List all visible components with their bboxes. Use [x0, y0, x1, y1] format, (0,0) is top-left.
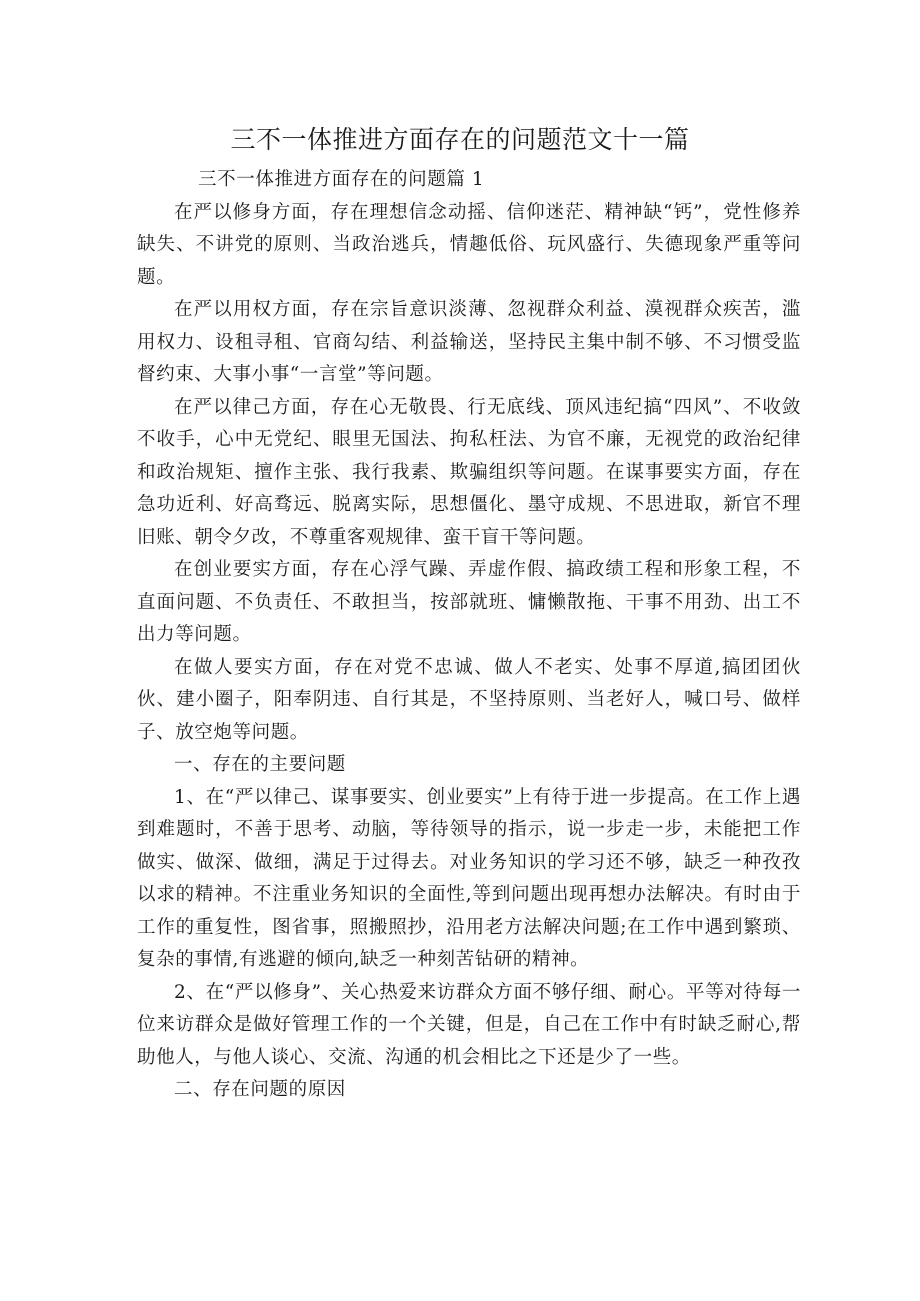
paragraph-self-discipline: 在严以律己方面，存在心无敬畏、行无底线、顶风违纪搞“四风”、不收敛不收手，心中无党纪、眼里无国法、拘私枉法、为官不廉，无视党的政治纪律和政治规矩、擅作主张、我行我素、欺骗组织等问题。在谋事要实方面，存在急功近利、好高骛远、脱离实际，思想僵化、墨守成规、不思进取，新官不理旧账、朝令夕改，不尊重客观规律、蛮干盲干等问题。 — [137, 396, 801, 548]
document-title: 三不一体推进方面存在的问题范文十一篇 — [230, 125, 690, 154]
paragraph-use-of-power: 在严以用权方面，存在宗旨意识淡薄、忽视群众利益、漠视群众疾苦，滥用权力、设租寻租、官商勾结、利益输送，坚持民主集中制不够、不习惯受监督约束、大事小事“一言堂”等问题。 — [137, 299, 801, 385]
heading-problem-causes: 二、存在问题的原因 — [174, 1079, 346, 1100]
document-body — [137, 164, 801, 1107]
heading-main-problems: 一、存在的主要问题 — [174, 754, 346, 775]
paragraph-problem-1: 1、在“严以律己、谋事要实、创业要实”上有待于进一步提高。在工作上遇到难题时，不善于思考、动脑，等待领导的指示，说一步走一步，未能把工作做实、做深、做细，满足于过得去。对业务知识的学习还不够，缺乏一种孜孜以求的精神。不注重业务知识的全面性,等到问题出现再想办法解决。有时由于工作的重复性，图省事，照搬照抄，沿用老方法解决问题;在工作中遇到繁琐、复杂的事情,有逃避的倾向,缺乏一种刻苦钻研的精神。 — [137, 786, 801, 970]
paragraph-entrepreneurship: 在创业要实方面，存在心浮气躁、弄虚作假、搞政绩工程和形象工程，不直面问题、不负责任、不敢担当，按部就班、慵懒散拖、干事不用劲、出工不出力等问题。 — [137, 559, 801, 645]
paragraph-self-cultivation: 在严以修身方面，存在理想信念动摇、信仰迷茫、精神缺“钙”，党性修养缺失、不讲党的原则、当政治逃兵，情趣低俗、玩风盛行、失德现象严重等问题。 — [137, 201, 801, 288]
paragraph-problem-2: 2、在“严以修身”、关心热爱来访群众方面不够仔细、耐心。平等对待每一位来访群众是做好管理工作的一个关键，但是，自己在工作中有时缺乏耐心,帮助他人，与他人谈心、交流、沟通的机会相比之下还是少了一些。 — [137, 981, 801, 1068]
paragraph-conduct: 在做人要实方面，存在对党不忠诚、做人不老实、处事不厚道,搞团团伙伙、建小圈子，阳奉阴违、自行其是，不坚持原则、当老好人，喊口号、做样子、放空炮等问题。 — [137, 656, 801, 743]
section-subtitle: 三不一体推进方面存在的问题篇 1 — [198, 169, 485, 190]
